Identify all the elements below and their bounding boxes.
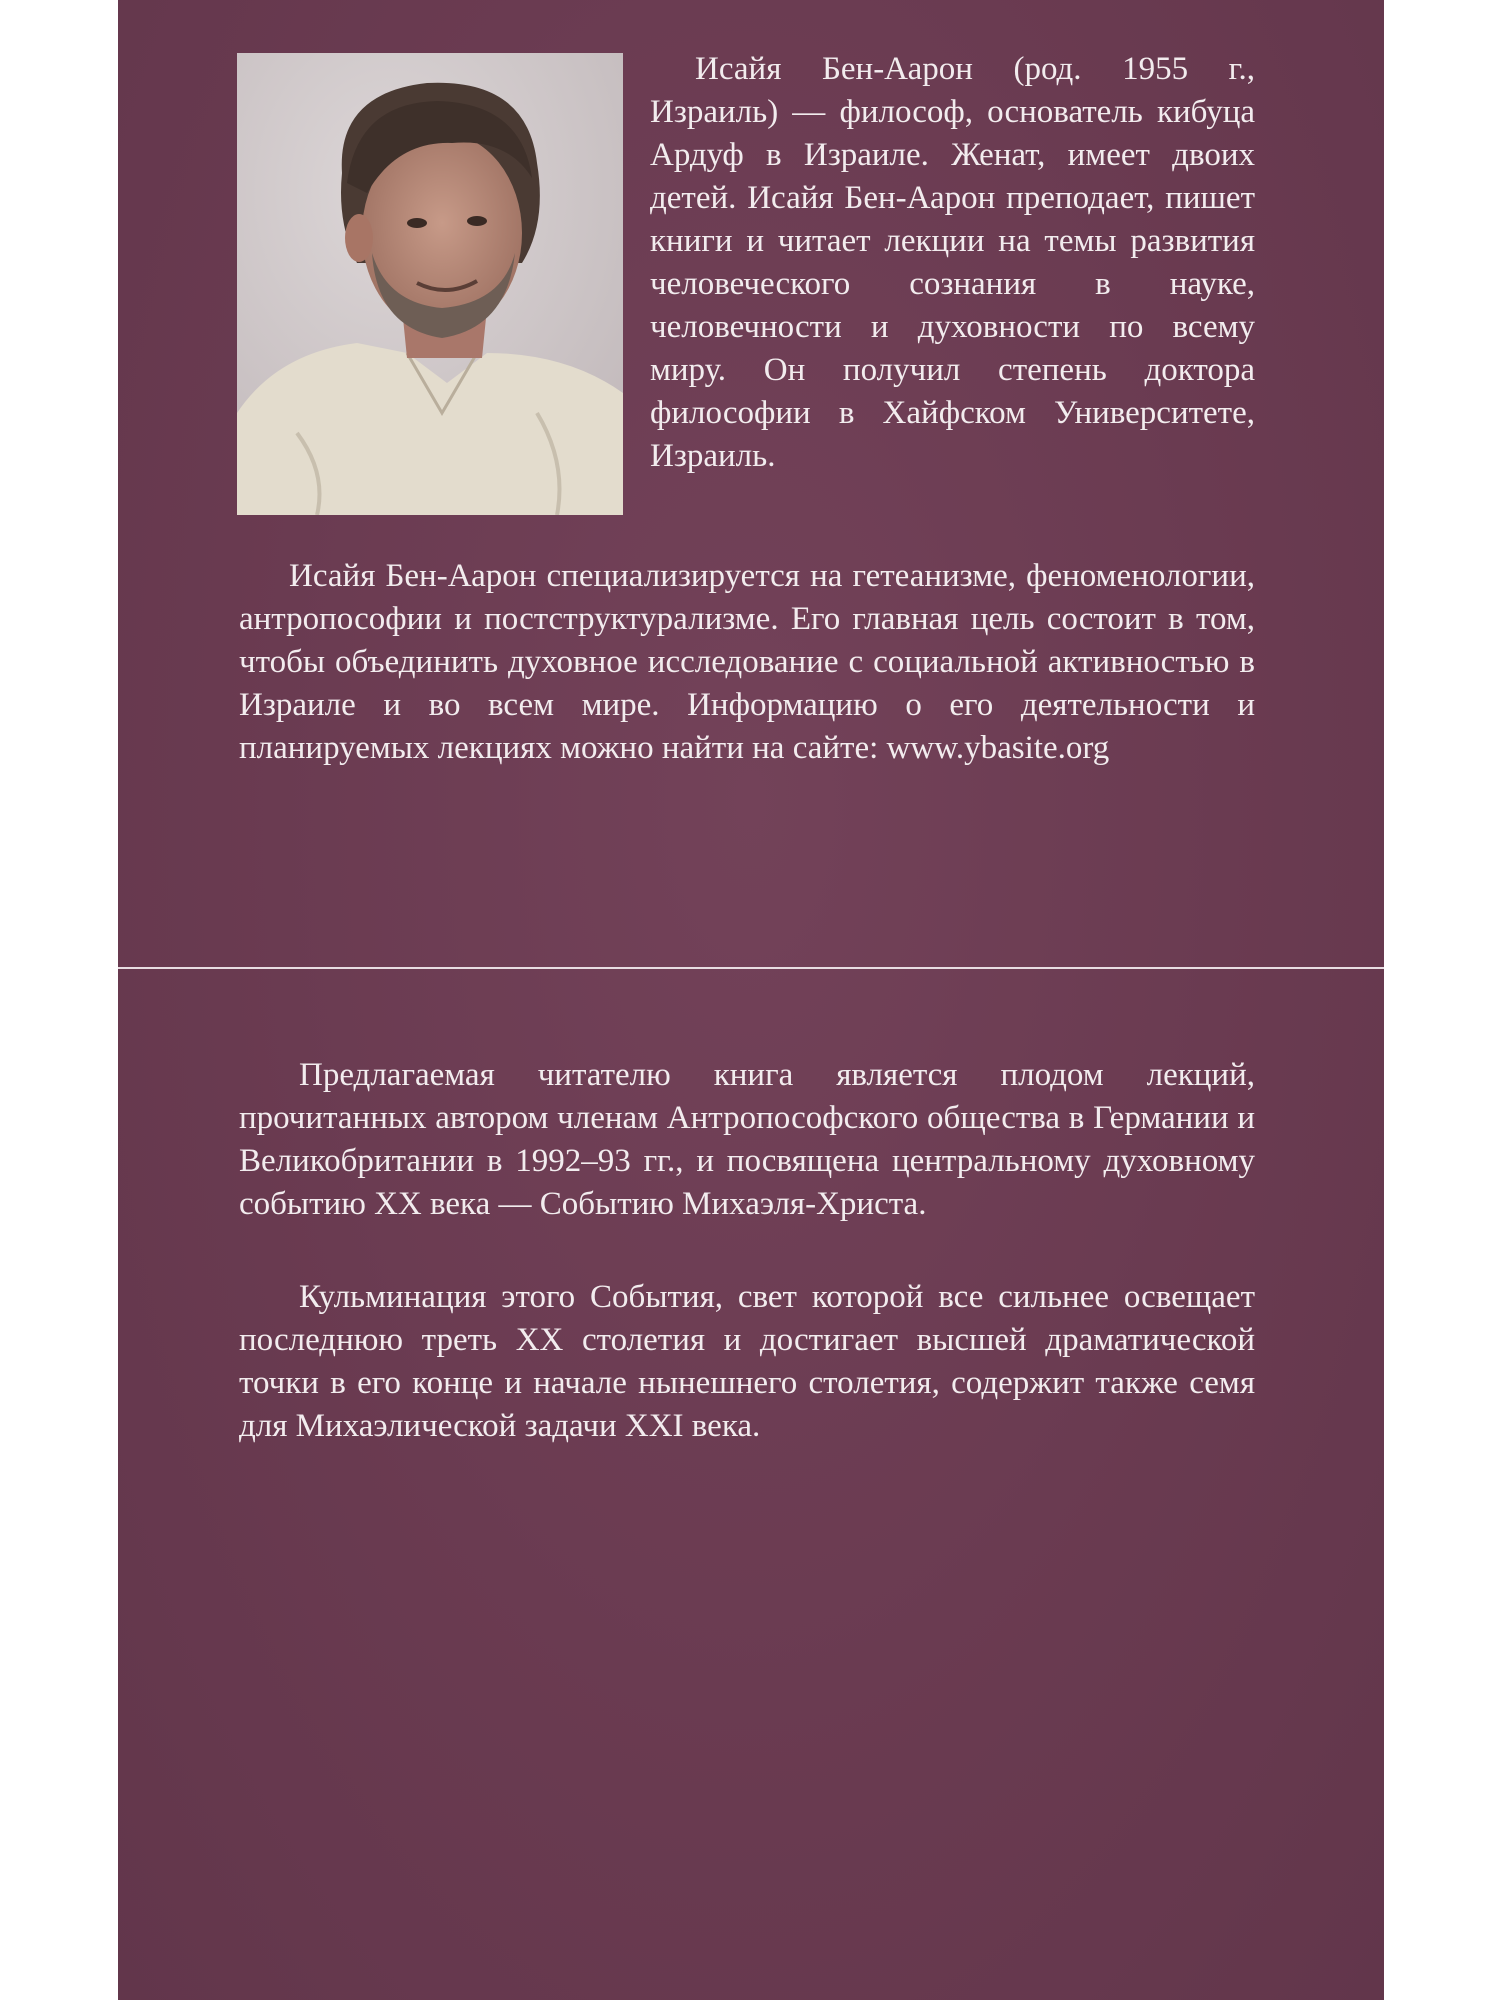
section-divider (118, 967, 1384, 969)
author-bio-paragraph-1: Исайя Бен-Аарон (род. 1955 г., Израиль) — философ, основатель кибуца Ардуф в Израиле. Женат, имеет двоих детей. Исайя Бен-Аарон преподает, пишет книги и читает лекции на темы развития человеческого сознания в науке, человечности и духовности по всему миру. Он получил степень доктора философии в Хайфском Университете, Израиль. (650, 51, 1255, 474)
author-bio-paragraph-2: Исайя Бен-Аарон специализируется на гетеанизме, феноменологии, антропософии и постструктурализме. Его главная цель состоит в том, чтобы объединить духовное исследование с социальной активностью в Израиле и во всем мире. Информацию о его деятельности и планируемых лекциях можно найти на сайте: www.ybasite.org (239, 558, 1255, 766)
book-description-paragraph-2: Кульминация этого События, свет которой все сильнее освещает последнюю треть XX столетия и достигает высшей драматической точки в его конце и начале нынешнего столетия, содержит также семя для Михаэлической задачи XXI века. (239, 1279, 1255, 1444)
author-portrait-image (237, 53, 623, 515)
author-photo (237, 53, 623, 515)
book-description-paragraph-1: Предлагаемая читателю книга является плодом лекций, прочитанных автором членам Антропософского общества в Германии и Великобритании в 1992–93 гг., и посвящена центральному духовному событию XX века — Событию Михаэля-Христа. (239, 1057, 1255, 1222)
